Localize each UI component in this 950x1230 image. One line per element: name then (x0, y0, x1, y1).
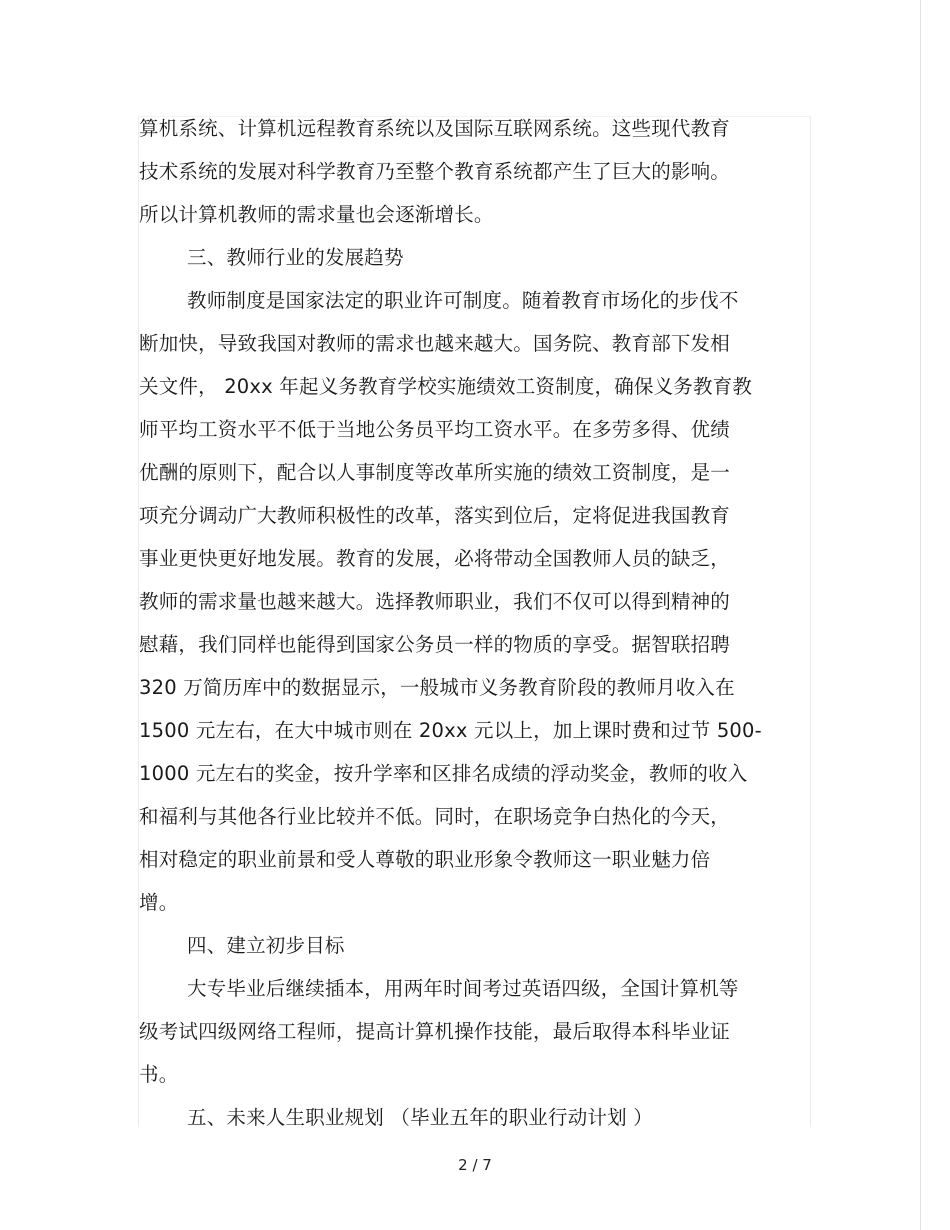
body-line: 320 万简历库中的数据显示，一般城市义务教育阶段的教师月收入在 (139, 676, 735, 699)
body-line: 级考试四级网络工程师，提高计算机操作技能，最后取得本科毕业证 (139, 1020, 731, 1043)
body-line: 和福利与其他各行业比较并不低。同时，在职场竞争白热化的今天， (139, 805, 731, 828)
body-line: 相对稳定的职业前景和受人尊敬的职业形象令教师这一职业魅力倍 (139, 848, 711, 871)
section-heading: 三、教师行业的发展趋势 (187, 246, 404, 269)
body-line: 算机系统、计算机远程教育系统以及国际互联网系统。这些现代教育 (139, 117, 731, 140)
body-line: 增。 (139, 891, 179, 914)
page-edge-rule (920, 0, 921, 1230)
body-line: 关文件， 20xx 年起义务教育学校实施绩效工资制度，确保义务教育教 (139, 375, 753, 398)
page-number: 2 / 7 (458, 1156, 492, 1174)
body-line: 事业更快更好地发展。教育的发展，必将带动全国教师人员的缺乏， (139, 547, 731, 570)
body-line: 1500 元左右，在大中城市则在 20xx 元以上，加上课时费和过节 500- (139, 719, 762, 742)
body-line: 大专毕业后继续插本，用两年时间考过英语四级，全国计算机等 (187, 977, 739, 1000)
body-line: 师平均工资水平不低于当地公务员平均工资水平。在多劳多得、优绩 (139, 418, 731, 441)
body-line: 所以计算机教师的需求量也会逐渐增长。 (139, 203, 494, 226)
body-line: 技术系统的发展对科学教育乃至整个教育系统都产生了巨大的影响。 (139, 160, 731, 183)
body-line: 1000 元左右的奖金，按升学率和区排名成绩的浮动奖金，教师的收入 (139, 762, 748, 785)
body-line: 教师的需求量也越来越大。选择教师职业，我们不仅可以得到精神的 (139, 590, 731, 613)
section-heading: 五、未来人生职业规划 （毕业五年的职业行动计划 ） (187, 1106, 653, 1129)
body-line: 书。 (139, 1063, 179, 1086)
body-line: 项充分调动广大教师积极性的改革，落实到位后，定将促进我国教育 (139, 504, 731, 527)
body-line: 慰藉，我们同样也能得到国家公务员一样的物质的享受。据智联招聘 (139, 633, 731, 656)
body-line: 教师制度是国家法定的职业许可制度。随着教育市场化的步伐不 (187, 289, 739, 312)
section-heading: 四、建立初步目标 (187, 934, 345, 957)
body-line: 优酬的原则下，配合以人事制度等改革所实施的绩效工资制度，是一 (139, 461, 731, 484)
body-line: 断加快，导致我国对教师的需求也越来越大。国务院、教育部下发相 (139, 332, 731, 355)
